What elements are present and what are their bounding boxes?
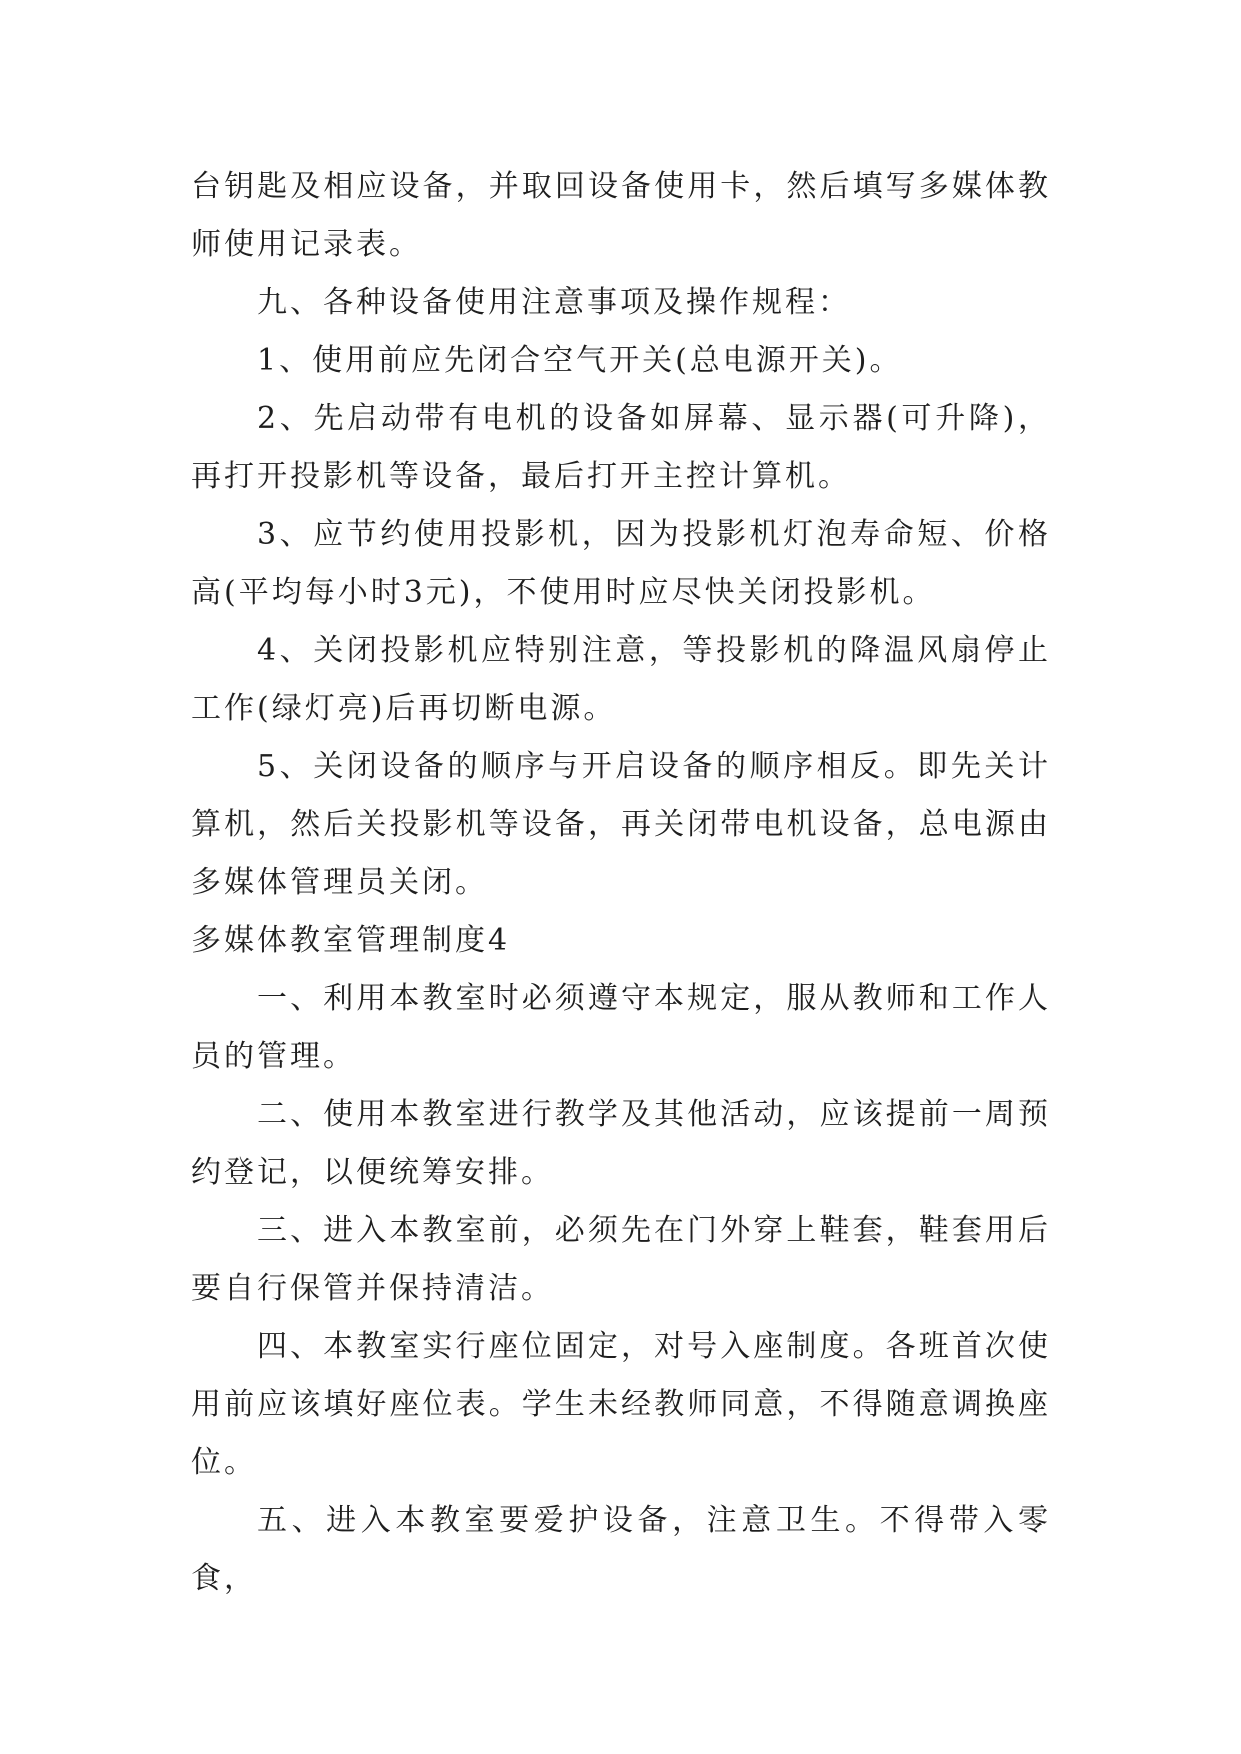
section-title: 多媒体教室管理制度4 — [191, 923, 511, 958]
paragraph-item-1: 1、使用前应先闭合空气开关(总电源开关)。 — [257, 343, 903, 378]
rule-3: 三、进入本教室前，必须先在门外穿上鞋套，鞋套用后要自行保管并保持清洁。 — [191, 1213, 1051, 1306]
paragraph-section-nine: 九、各种设备使用注意事项及操作规程： — [257, 285, 851, 320]
document-body — [191, 158, 1051, 1608]
rule-4: 四、本教室实行座位固定，对号入座制度。各班首次使用前应该填好座位表。学生未经教师同意，不得随意调换座位。 — [191, 1329, 1051, 1480]
paragraph-item-2: 2、先启动带有电机的设备如屏幕、显示器(可升降)，再打开投影机等设备，最后打开主控计算机。 — [191, 401, 1051, 494]
paragraph-item-4: 4、关闭投影机应特别注意，等投影机的降温风扇停止工作(绿灯亮)后再切断电源。 — [191, 633, 1051, 726]
paragraph-item-5: 5、关闭设备的顺序与开启设备的顺序相反。即先关计算机，然后关投影机等设备，再关闭带电机设备，总电源由多媒体管理员关闭。 — [191, 749, 1051, 900]
paragraph-item-3: 3、应节约使用投影机，因为投影机灯泡寿命短、价格高(平均每小时3元)，不使用时应尽快关闭投影机。 — [191, 517, 1051, 610]
rule-1: 一、利用本教室时必须遵守本规定，服从教师和工作人员的管理。 — [191, 981, 1051, 1074]
paragraph-continuation: 台钥匙及相应设备，并取回设备使用卡，然后填写多媒体教师使用记录表。 — [191, 169, 1051, 262]
rule-2: 二、使用本教室进行教学及其他活动，应该提前一周预约登记，以便统筹安排。 — [191, 1097, 1051, 1190]
rule-5: 五、进入本教室要爱护设备，注意卫生。不得带入零食， — [191, 1503, 1051, 1596]
